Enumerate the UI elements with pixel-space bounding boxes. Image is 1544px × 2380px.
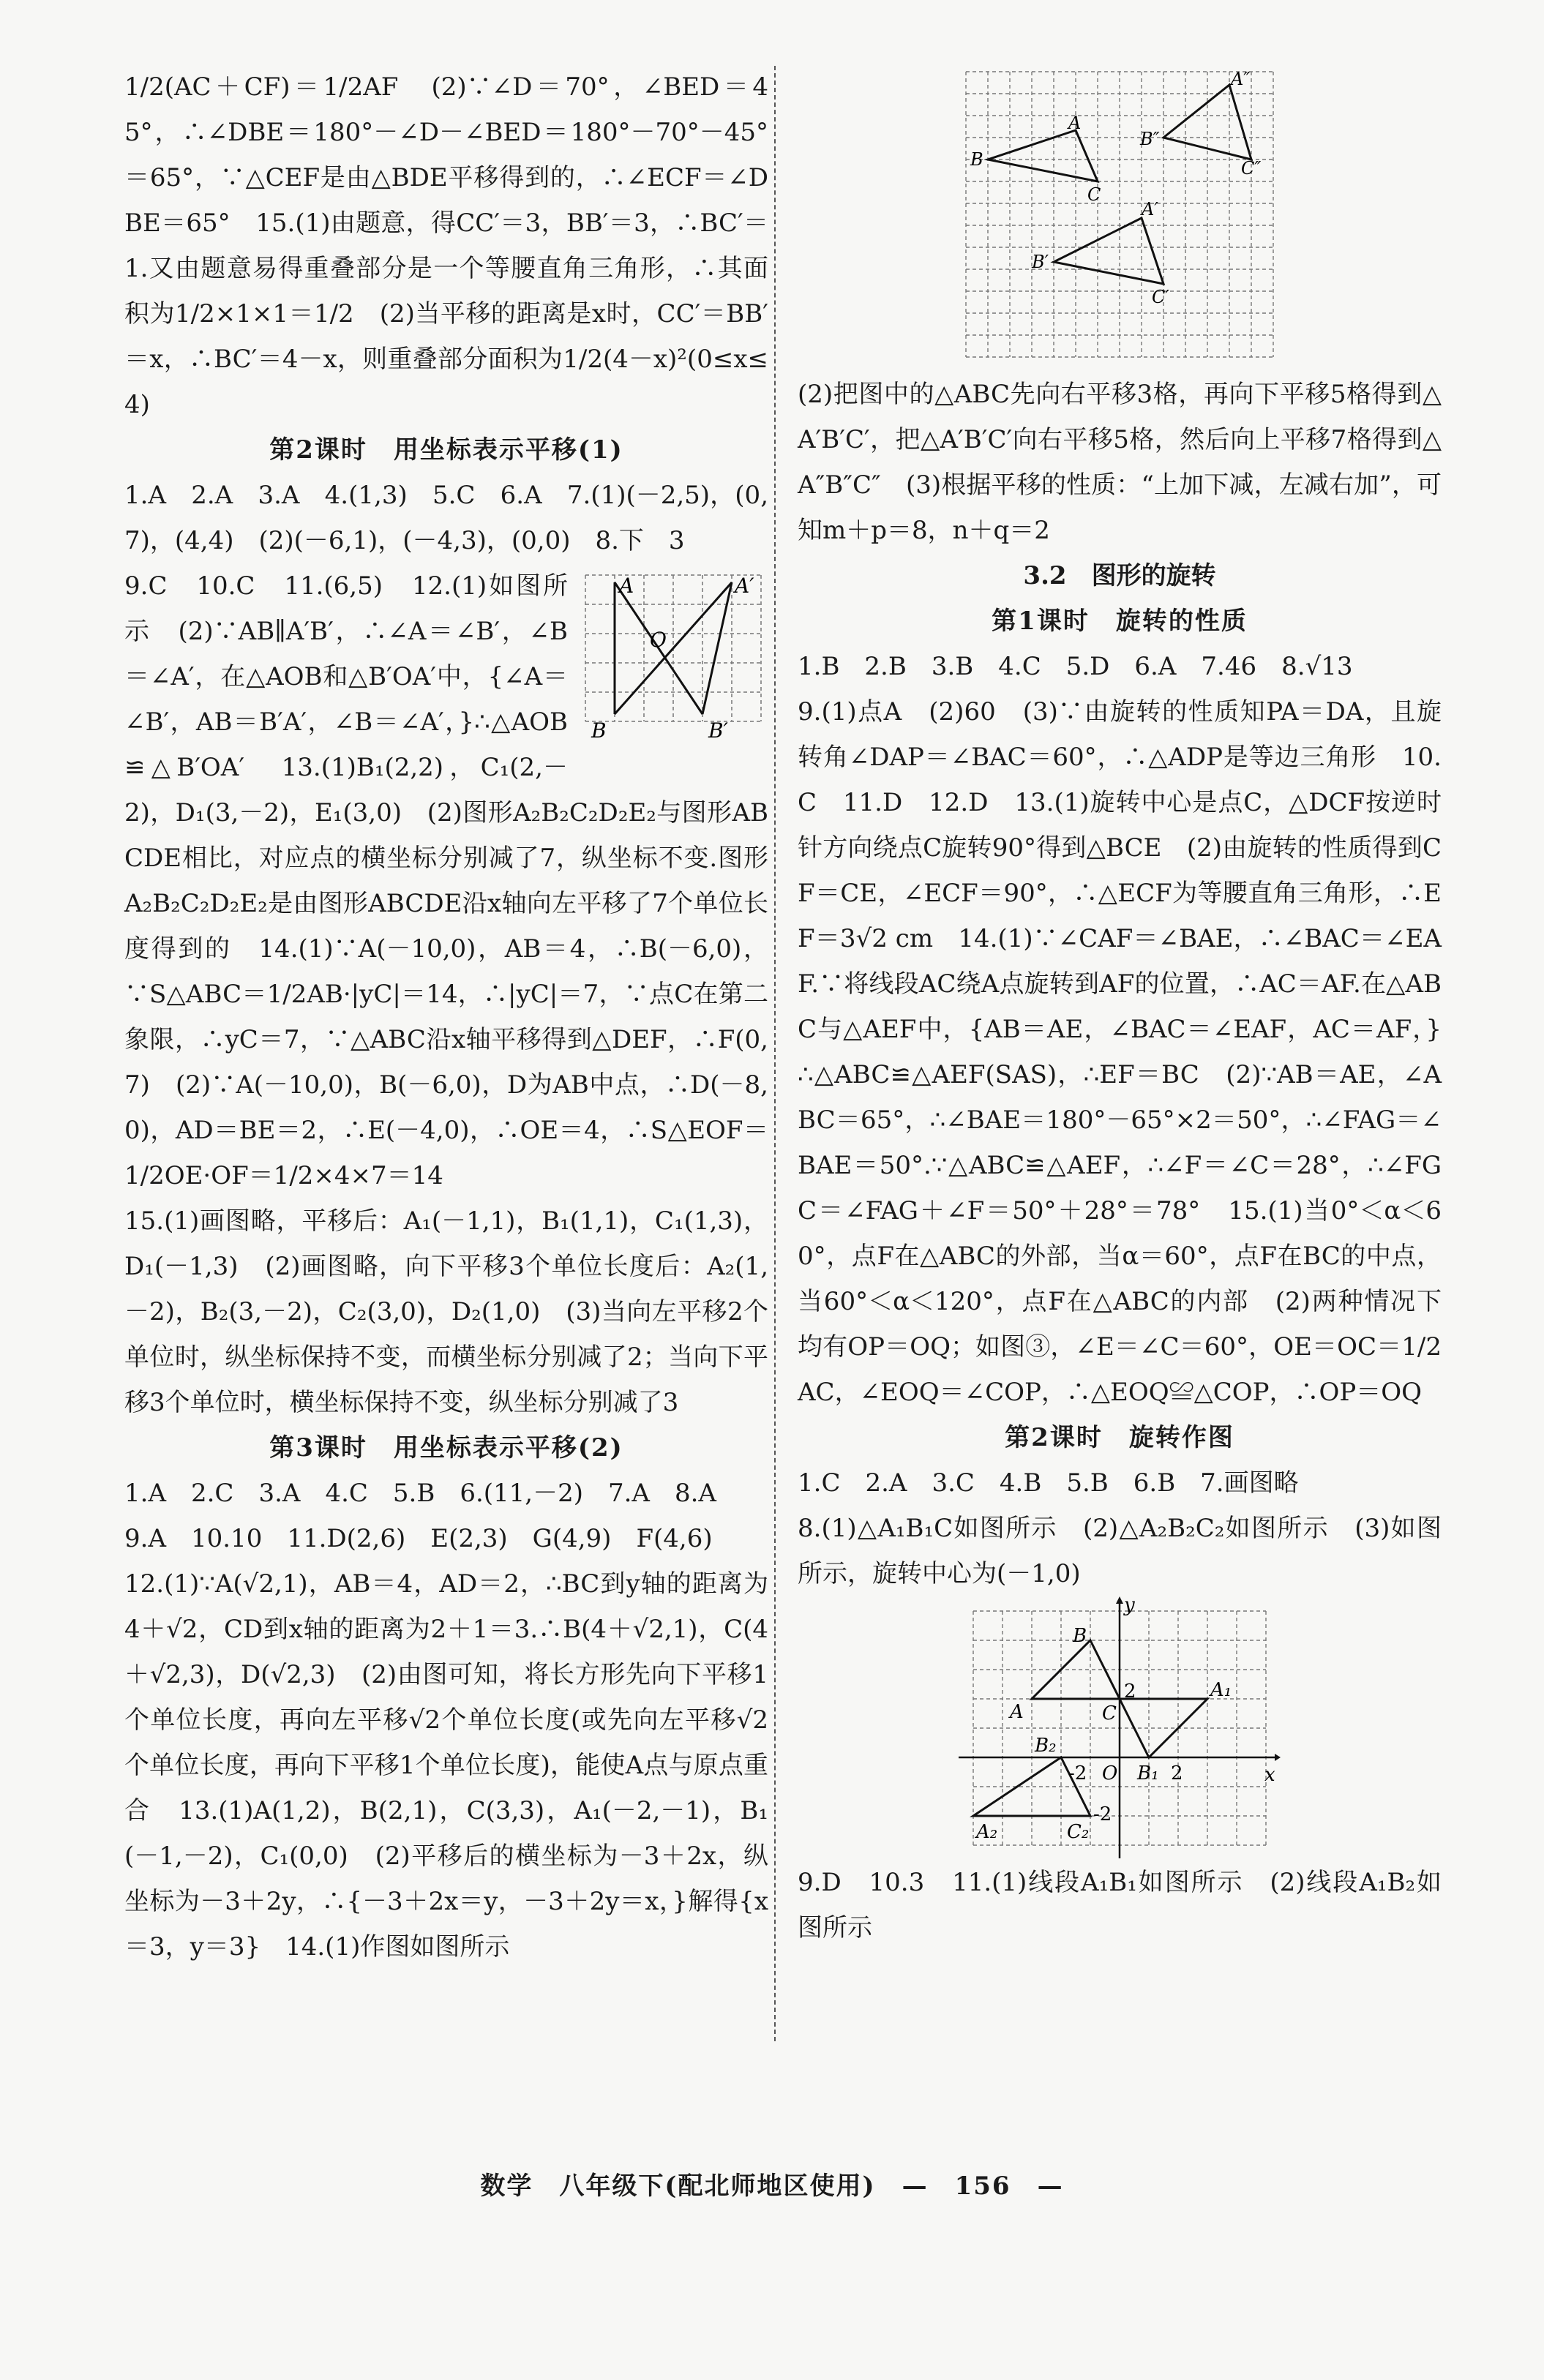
fig3-label-O: O (1102, 1763, 1118, 1784)
section-heading-rotation-lesson1: 第1课时 旋转的性质 (992, 607, 1248, 636)
left-paragraph-1: 1/2(AC＋CF)＝1/2AF (2)∵∠D＝70°，∠BED＝45°，∴∠DBE＝180°－∠D－∠BED＝180°－70°－45°＝65°，∵△CEF是由△BDE平移得到的，∴∠ECF＝∠DBE＝65° 15.(1)由题意，得CC′＝3，BB′＝3，∴BC′＝1.又由题意易得重叠部分是一个等腰直角三角形，∴其面积为1/2×1×1＝1/2 (2)当平移的距离是x时，CC′＝BB′＝x，∴BC′＝4－x，则重叠部分面积为1/2(4－x)²(0≤x≤4) (124, 72, 768, 419)
right-answers-9-15: 9.(1)点A (2)60 (3)∵由旋转的性质知PA＝DA，且旋转角∠DAP＝∠BAC＝60°，∴△ADP是等边三角形 10.C 11.D 12.D 13.(1)旋转中心是点C，△DCF按逆时针方向绕点C旋转90°得到△BCE (2)由旋转的性质得到CF＝CE，∠ECF＝90°，∴△ECF为等腰直角三角形，∴EF＝3√2 cm 14.(1)∵∠CAF＝∠BAE，∴∠BAC＝∠EAF.∵将线段AC绕A点旋转到AF的位置，∴AC＝AF.在△ABC与△AEF中，{AB＝AE，∠BAC＝∠EAF，AC＝AF，}∴△ABC≌△AEF(SAS)，∴EF＝BC (2)∵AB＝AE，∠ABC＝65°，∴∠BAE＝180°－65°×2＝50°，∴∠FAG＝∠BAE＝50°.∵△ABC≌△AEF，∴∠F＝∠C＝28°，∴∠FGC＝∠FAG＋∠F＝50°＋28°＝78° 15.(1)当0°＜α＜60°，点F在△ABC的外部，当α＝60°，点F在BC的中点，当60°＜α＜120°，点F在△ABC的内部 (2)两种情况下均有OP＝OQ；如图③，∠E＝∠C＝60°，OE＝OC＝1/2AC，∠EOQ＝∠COP，∴△EOQ≌△COP，∴OP＝OQ (798, 697, 1442, 1407)
right-answers-9-11: 9.D 10.3 11.(1)线段A₁B₁如图所示 (2)线段A₁B₂如图所示 (798, 1868, 1442, 1942)
page-footer: 数学 八年级下(配北师地区使用) — 156 — (480, 2171, 1064, 2201)
right-answers-1-8: 1.B 2.B 3.B 4.C 5.D 6.A 7.46 8.√13 (798, 652, 1353, 681)
section-heading-rotation-lesson2: 第2课时 旋转作图 (1005, 1423, 1234, 1452)
fig3-label-A1: A₁ (1210, 1679, 1232, 1701)
fig3-tick-y-2: 2 (1124, 1681, 1136, 1703)
left-answers-9-11: 9.A 10.10 11.D(2,6) E(2,3) G(4,9) F(4,6) (124, 1524, 713, 1553)
left-answers-9-14: 9.C 10.C 11.(6,5) 12.(1)如图所示 (2)∵AB∥A′B′，∴∠A＝∠B′，∠B＝∠A′，在△AOB和△B′OA′中，{∠A＝∠B′，AB＝B′A′，∠B＝∠A′，}∴△AOB≌△B′OA′ 13.(1)B₁(2,2)，C₁(2,－2)，D₁(3,－2)，E₁(3,0) (2)图形A₂B₂C₂D₂E₂与图形ABCDE相比，对应点的横坐标分别减了7，纵坐标不变.图形A₂B₂C₂D₂E₂是由图形ABCDE沿x轴向左平移了7个单位长度得到的 14.(1)∵A(－10,0)，AB＝4，∴B(－6,0)，∵S△ABC＝1/2AB·|yC|＝14，∴|yC|＝7，∵点C在第二象限，∴yC＝7，∵△ABC沿x轴平移得到△DEF，∴F(0,7) (2)∵A(－10,0)，B(－6,0)，D为AB中点，∴D(－8,0)，AD＝BE＝2，∴E(－4,0)，∴OE＝4，∴S△EOF＝1/2OE·OF＝1/2×4×7＝14 (124, 571, 768, 1190)
right-answers-1-7: 1.C 2.A 3.C 4.B 5.B 6.B 7.画图略 (798, 1468, 1299, 1498)
section-heading-lesson3: 第3课时 用坐标表示平移(2) (269, 1433, 623, 1463)
fig3-label-C2: C₂ (1067, 1821, 1090, 1843)
fig1-label-C: C (1087, 184, 1101, 205)
left-answer-15: 15.(1)画图略，平移后：A₁(－1,1)，B₁(1,1)，C₁(1,3)，D₁(－1,3) (2)画图略，向下平移3个单位长度后：A₂(1,－2)，B₂(3,－2)，C₂(3,0)，D₂(1,0) (3)当向左平移2个单位时，纵坐标保持不变，而横坐标分别减了2；当向下平移3个单位时，横坐标保持不变，纵坐标分别减了3 (124, 1206, 768, 1417)
fig2-label-O: O (650, 628, 667, 652)
fig3-tick-y-neg2: -2 (1093, 1803, 1112, 1825)
right-answer-8: 8.(1)△A₁B₁C如图所示 (2)△A₂B₂C₂如图所示 (3)如图所示，旋转中心为(－1,0) (798, 1514, 1442, 1588)
fig3-label-y: y (1124, 1596, 1135, 1616)
fig3-tick-x-neg2: -2 (1068, 1763, 1087, 1784)
fig2-label-B: B (591, 718, 607, 743)
fig1-label-C2prime: C″ (1241, 158, 1262, 179)
column-divider (774, 66, 776, 2041)
fig1-label-Cprime: C′ (1152, 287, 1169, 307)
left-answers-1-8: 1.A 2.A 3.A 4.(1,3) 5.C 6.A 7.(1)(－2,5)，(0,7)，(4,4) (2)(－6,1)，(－4,3)，(0,0) 8.下 3 (124, 481, 768, 555)
fig2-label-A: A (619, 574, 634, 598)
left-answers-1-8-b: 1.A 2.C 3.A 4.C 5.B 6.(11,－2) 7.A 8.A (124, 1479, 716, 1508)
left-answers-12-14: 12.(1)∵A(√2,1)，AB＝4，AD＝2，∴BC到y轴的距离为4＋√2，CD到x轴的距离为2＋1＝3.∴B(4＋√2,1)，C(4＋√2,3)，D(√2,3) (2)由图可知，将长方形先向下平移1个单位长度，再向左平移√2个单位长度(或先向左平移√2个单位长度，再向下平移1个单位长度)，能使A点与原点重合 13.(1)A(1,2)，B(2,1)，C(3,3)，A₁(－2,－1)，B₁(－1,－2)，C₁(0,0) (2)平移后的横坐标为－3＋2x，纵坐标为－3＋2y，∴{－3＋2x＝y，－3＋2y＝x，}解得{x＝3，y＝3} 14.(1)作图如图所示 (124, 1569, 768, 1962)
fig1-label-B2prime: B″ (1140, 129, 1160, 149)
right-paragraph-1: (2)把图中的△ABC先向右平移3格，再向下平移5格得到△A′B′C′，把△A′B′C′向右平移5格，然后向上平移7格得到△A″B″C″ (3)根据平移的性质：“上加下减，左减右加”，可知m＋p＝8，n＋q＝2 (798, 380, 1442, 545)
fig3-label-B: B (1073, 1625, 1087, 1647)
fig1-label-B: B (970, 149, 983, 170)
fig1-label-Aprime: A′ (1142, 199, 1158, 219)
fig2-label-A-prime: A′ (735, 574, 754, 598)
fig3-tick-x-2: 2 (1171, 1763, 1183, 1784)
fig3-label-x: x (1264, 1764, 1275, 1786)
fig3-label-B1: B₁ (1137, 1763, 1159, 1784)
figure-rotation-coordinate-grid (959, 1596, 1281, 1860)
section-heading-3-2: 3.2 图形的旋转 (1023, 561, 1216, 590)
fig3-label-C: C (1102, 1703, 1117, 1724)
fig3-label-B2: B₂ (1035, 1735, 1057, 1757)
left-column (124, 64, 768, 1970)
figure-aob-grid (578, 568, 768, 751)
fig2-label-B-prime: B′ (708, 718, 728, 743)
fig1-label-Bprime: B′ (1032, 252, 1049, 272)
right-column (798, 64, 1442, 1951)
section-heading-lesson2: 第2课时 用坐标表示平移(1) (269, 435, 623, 465)
figure-translation-grid (959, 64, 1281, 372)
fig1-label-A: A (1068, 113, 1082, 133)
fig3-label-A2: A₂ (976, 1821, 998, 1843)
fig3-label-A: A (1010, 1701, 1024, 1723)
fig1-label-A2prime: A″ (1231, 69, 1251, 89)
